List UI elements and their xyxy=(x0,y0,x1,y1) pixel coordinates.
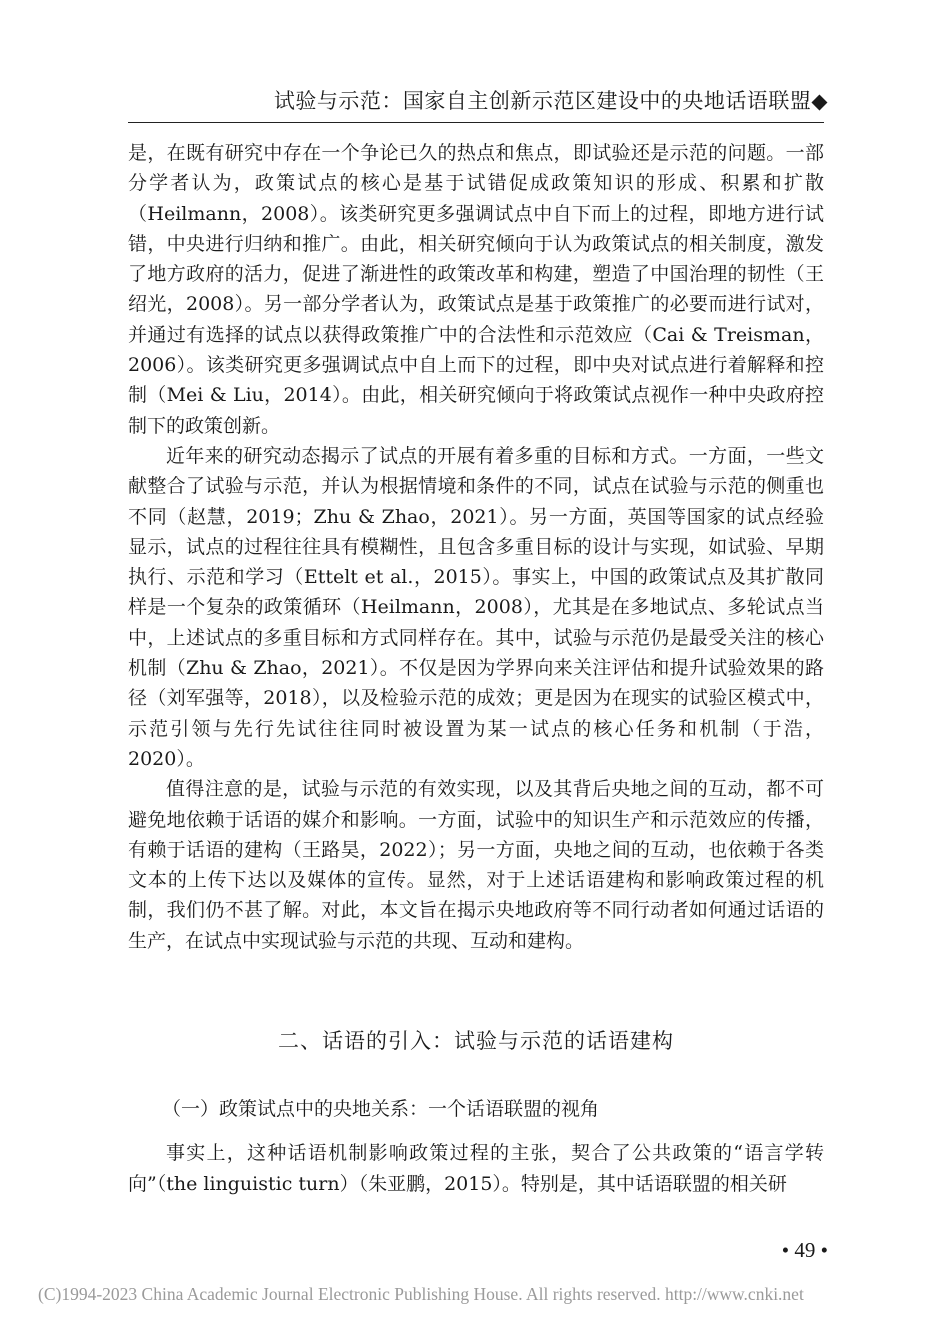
section-heading: 二、话语的引入：试验与示范的话语建构 xyxy=(278,1029,674,1053)
body-paragraph-1: 是，在既有研究中存在一个争论已久的热点和焦点，即试验还是示范的问题。一部分学者认为，政策试点的核心是基于试错促成政策知识的形成、积累和扩散（Heilmann，2008）。该类研究更多强调试点中自下而上的过程，即地方进行试错，中央进行归纳和推广。由此，相关研究倾向于认为政策试点的相关制度，激发了地方政府的活力，促进了渐进性的政策改革和构建，塑造了中国治理的韧性（王绍光，2008）。另一部分学者认为，政策试点是基于政策推广的必要而进行试对，并通过有选择的试点以获得政策推广中的合法性和示范效应（Cai & Treisman，2006）。该类研究更多强调试点中自上而下的过程，即中央对试点进行着解释和控制（Mei & Liu，2014）。由此，相关研究倾向于将政策试点视作一种中央政府控制下的政策创新。 xyxy=(128,142,824,437)
section-paragraph-1: 事实上，这种话语机制影响政策过程的主张，契合了公共政策的“语言学转向”（the linguistic turn）（朱亚鹏，2015）。特别是，其中话语联盟的相关研 xyxy=(128,1142,824,1195)
body-paragraph-3: 值得注意的是，试验与示范的有效实现，以及其背后央地之间的互动，都不可避免地依赖于话语的媒介和影响。一方面，试验中的知识生产和示范效应的传播，有赖于话语的建构（王路昊，2022）；另一方面，央地之间的互动，也依赖于各类文本的上传下达以及媒体的宣传。显然，对于上述话语建构和影响政策过程的机制，我们仍不甚了解。对此，本文旨在揭示央地政府等不同行动者如何通过话语的生产，在试点中实现试验与示范的共现、互动和建构。 xyxy=(128,778,824,952)
section-body xyxy=(128,1138,824,1199)
running-head-title: 试验与示范：国家自主创新示范区建设中的央地话语联盟◆ xyxy=(273,89,828,113)
page-number: • 49 • xyxy=(781,1238,828,1262)
copyright-notice: (C)1994-2023 China Academic Journal Electronic Publishing House. All rights reserved. http://www.cnki.net xyxy=(38,1284,804,1304)
header-rule xyxy=(128,122,824,123)
article-body xyxy=(128,138,824,956)
subsection-heading: （一）政策试点中的央地关系：一个话语联盟的视角 xyxy=(162,1098,600,1120)
body-paragraph-2: 近年来的研究动态揭示了试点的开展有着多重的目标和方式。一方面，一些文献整合了试验与示范，并认为根据情境和条件的不同，试点在试验与示范的侧重也不同（赵慧，2019；Zhu & Zhao，2021）。另一方面，英国等国家的试点经验显示，试点的过程往往具有模糊性，且包含多重目标的设计与实现，如试验、早期执行、示范和学习（Ettelt et al.，2015）。事实上，中国的政策试点及其扩散同样是一个复杂的政策循环（Heilmann，2008），尤其是在多地试点、多轮试点当中，上述试点的多重目标和方式同样存在。其中，试验与示范仍是最受关注的核心机制（Zhu & Zhao，2021）。不仅是因为学界向来关注评估和提升试验效果的路径（刘军强等，2018），以及检验示范的成效；更是因为在现实的试验区模式中，示范引领与先行先试往往同时被设置为某一试点的核心任务和机制（于浩，2020）。 xyxy=(128,444,824,770)
